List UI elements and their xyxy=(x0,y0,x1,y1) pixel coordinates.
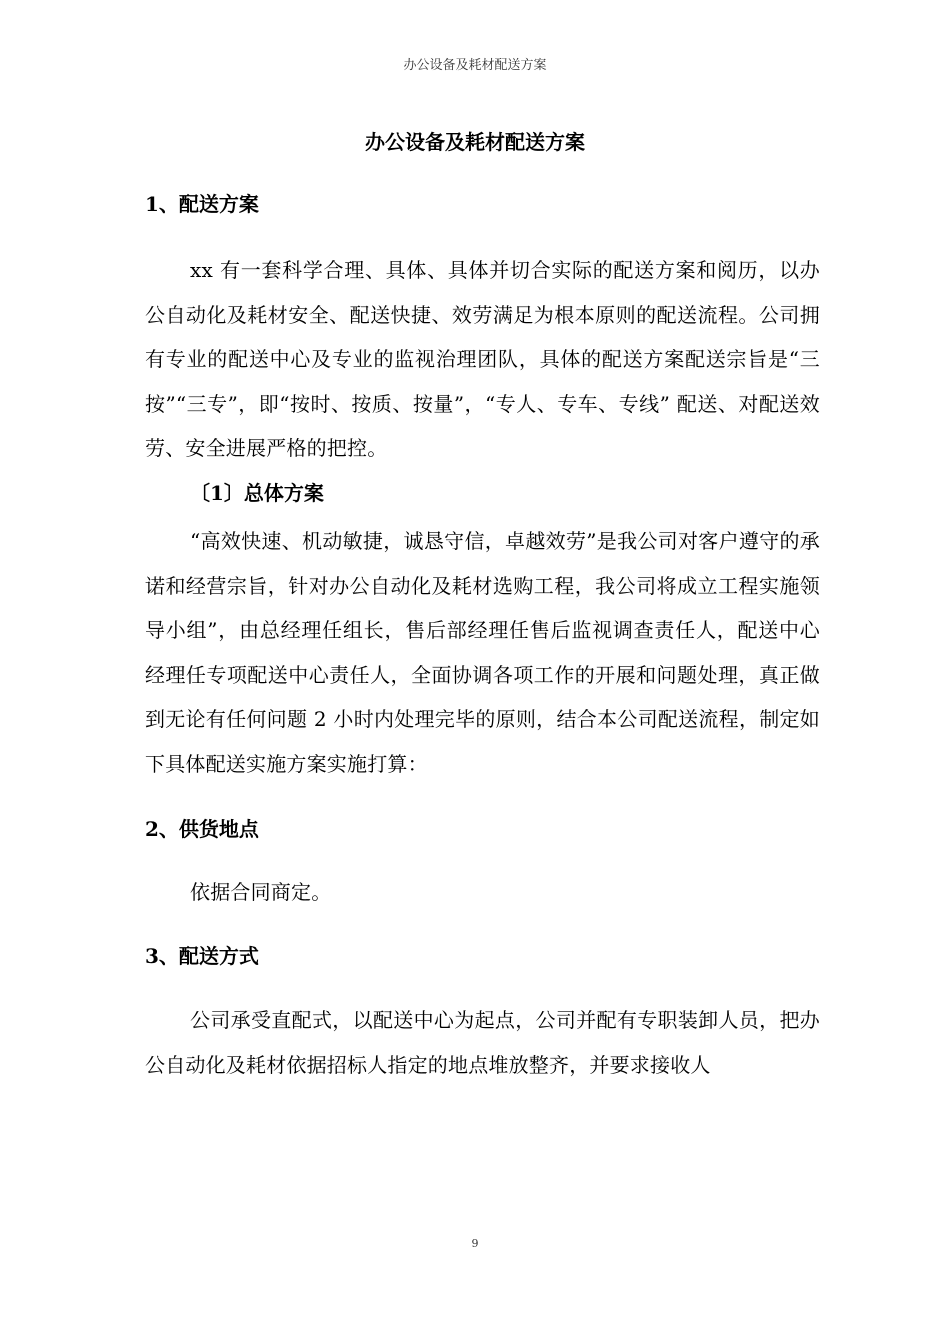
page-number: 9 xyxy=(471,1237,479,1250)
running-header: 办公设备及耗材配送方案 xyxy=(403,58,547,73)
section-3-paragraph: 公司承受直配式，以配送中心为起点，公司并配有专职装卸人员，把办公自动化及耗材依据招标人指定的地点堆放整齐，并要求接收人 xyxy=(145,1008,820,1077)
section-1-subheading: 〔1〕总体方案 xyxy=(190,481,324,505)
document-title: 办公设备及耗材配送方案 xyxy=(365,130,585,154)
section-1-paragraph: xx 有一套科学合理、具体、具体并切合实际的配送方案和阅历，以办公自动化及耗材安全、配送快捷、效劳满足为根本原则的配送流程。公司拥有专业的配送中心及专业的监视治理团队，具体的配送方案配送宗旨是“三按”“三专”，即“按时、按质、按量”，“专人、专车、专线” 配送、对配送效劳、安全进展严格的把控。 xyxy=(145,258,820,461)
section-2-heading: 2、供货地点 xyxy=(145,817,259,841)
section-1-heading: 1、配送方案 xyxy=(145,192,259,216)
section-1-sub-paragraph: “高效快速、机动敏捷，诚恳守信，卓越效劳”是我公司对客户遵守的承诺和经营宗旨，针对办公自动化及耗材选购工程，我公司将成立工程实施领导小组”，由总经理任组长，售后部经理任售后监视调查责任人，配送中心经理任专项配送中心责任人，全面协调各项工作的开展和问题处理，真正做到无论有任何问题 2 小时内处理完毕的原则，结合本公司配送流程，制定如下具体配送实施方案实施打算： xyxy=(145,529,820,776)
section-3-heading: 3、配送方式 xyxy=(145,944,259,968)
section-2-paragraph: 依据合同商定。 xyxy=(190,880,332,904)
